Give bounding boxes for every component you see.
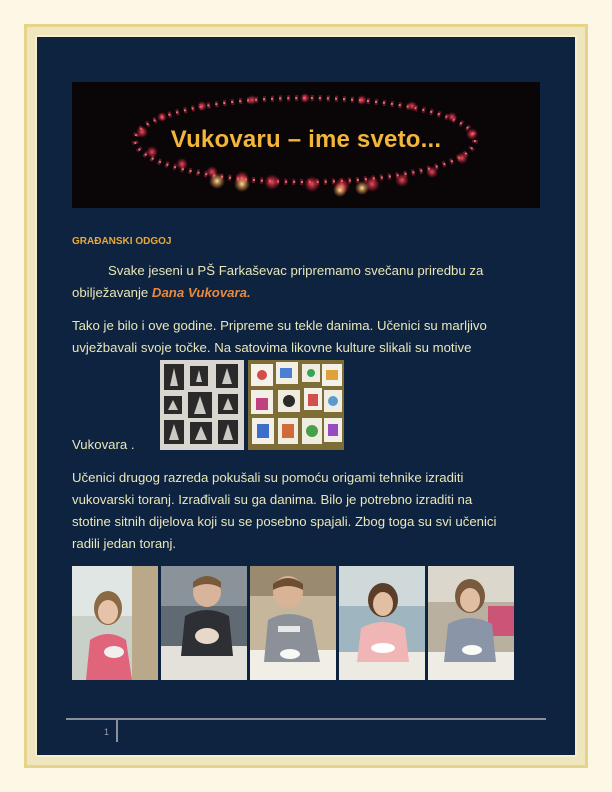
paragraph-text: obilježavanje bbox=[72, 285, 152, 300]
paragraph-origami bbox=[72, 467, 542, 555]
paragraph-line: radili jedan toranj. bbox=[72, 536, 177, 551]
banner-title: Vukovaru – ime sveto... bbox=[170, 126, 442, 153]
section-label: GRAĐANSKI ODGOJ bbox=[72, 236, 172, 247]
paragraph-line: Svake jeseni u PŠ Farkaševac pripremamo svečanu priredbu za bbox=[108, 263, 484, 278]
paragraph-line: stotine sitnih dijelova koji su se posebno spajali. Zbog toga su svi učenici bbox=[72, 514, 497, 529]
paragraph-line: Učenici drugog razreda pokušali su pomoću origami tehnike izraditi bbox=[72, 470, 464, 485]
paragraph-line: uvježbavali svoje točke. Na satovima likovne kulture slikali su motive bbox=[72, 340, 472, 355]
banner-image bbox=[72, 82, 540, 208]
paragraph-line: vukovarski toranj. Izrađivali su ga danima. Bilo je potrebno izraditi na bbox=[72, 492, 473, 507]
photo-student-2 bbox=[161, 566, 247, 680]
photo-student-5 bbox=[428, 566, 514, 680]
paragraph-line bbox=[72, 282, 542, 304]
photo-student-3 bbox=[250, 566, 336, 680]
photo-student-1 bbox=[72, 566, 158, 680]
artwork-photo-colorful bbox=[248, 360, 344, 450]
paragraph-intro bbox=[72, 260, 542, 304]
paragraph-line: Vukovara . bbox=[72, 437, 135, 452]
artwork-photo-dark bbox=[160, 360, 244, 450]
paragraph-line: Tako je bilo i ove godine. Pripreme su tekle danima. Učenici su marljivo bbox=[72, 318, 487, 333]
footer-divider-tick bbox=[116, 718, 118, 742]
emphasis-text: Dana Vukovara. bbox=[151, 285, 251, 300]
paragraph-preparations bbox=[72, 315, 542, 359]
footer-divider bbox=[66, 718, 546, 720]
photo-student-4 bbox=[339, 566, 425, 680]
page-number: 1 bbox=[104, 727, 110, 737]
